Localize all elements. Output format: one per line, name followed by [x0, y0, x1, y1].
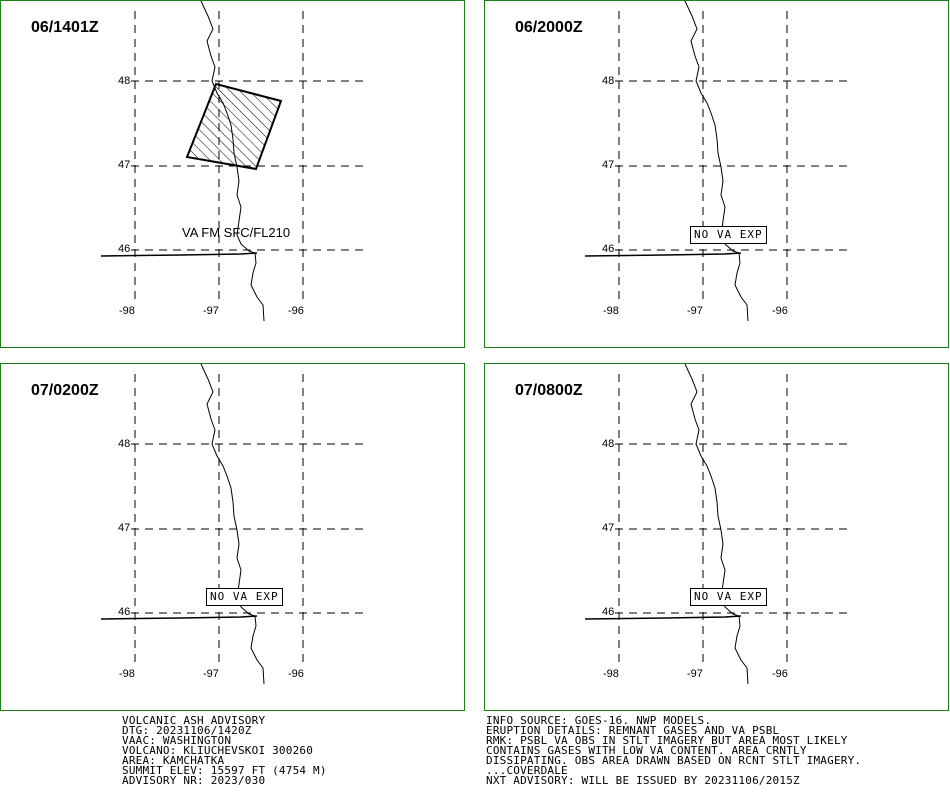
- panel-title: 07/0800Z: [515, 382, 583, 399]
- ash-area-polygon: [187, 84, 281, 169]
- remarks-line: INFO SOURCE: GOES-16. NWP MODELS.: [486, 714, 712, 727]
- lon-tick-98: -98: [603, 305, 619, 317]
- advisory-line: VOLCANIC ASH ADVISORY: [122, 714, 266, 727]
- lat-tick-48: 48: [118, 438, 131, 450]
- remarks-line: ...COVERDALE: [486, 764, 568, 777]
- lat-tick-48: 48: [602, 438, 615, 450]
- map-canvas-3: [1, 364, 465, 711]
- remarks-line: NXT ADVISORY: WILL BE ISSUED BY 20231106/2015Z: [486, 774, 800, 787]
- advisory-header-block: [122, 716, 327, 786]
- advisory-line: DTG: 20231106/1420Z: [122, 724, 252, 737]
- ash-polygon: [187, 84, 281, 169]
- graticule: [131, 374, 366, 664]
- lon-tick-97: -97: [203, 668, 219, 680]
- lat-tick-47: 47: [602, 159, 615, 171]
- lat-tick-48: 48: [602, 75, 615, 87]
- map-panel-4: [484, 363, 949, 711]
- map-panel-1: [0, 0, 465, 348]
- remarks-line: DISSIPATING. OBS AREA DRAWN BASED ON RCNT STLT IMAGERY.: [486, 754, 862, 767]
- lon-tick-96: -96: [288, 305, 304, 317]
- graticule: [615, 374, 850, 664]
- no-va-expected-label: NO VA EXP: [690, 588, 767, 606]
- coastline-path: [201, 364, 264, 684]
- lat-tick-46: 46: [602, 243, 615, 255]
- panel-title: 06/2000Z: [515, 19, 583, 36]
- advisory-line: VAAC: WASHINGTON: [122, 734, 232, 747]
- lon-tick-96: -96: [772, 305, 788, 317]
- lat-tick-47: 47: [118, 522, 131, 534]
- lon-tick-98: -98: [119, 305, 135, 317]
- panel-title: 07/0200Z: [31, 382, 99, 399]
- advisory-line: VOLCANO: KLIUCHEVSKOI 300260: [122, 744, 314, 757]
- map-canvas-1: [1, 1, 465, 348]
- map-canvas-4: [485, 364, 949, 711]
- lon-tick-97: -97: [203, 305, 219, 317]
- lat-tick-46: 46: [118, 606, 131, 618]
- coastline-path: [685, 364, 748, 684]
- lon-tick-97: -97: [687, 668, 703, 680]
- no-va-expected-label: NO VA EXP: [690, 226, 767, 244]
- panel-title: 06/1401Z: [31, 19, 99, 36]
- map-panel-2: [484, 0, 949, 348]
- lat-tick-47: 47: [602, 522, 615, 534]
- va-level-label: VA FM SFC/FL210: [182, 225, 291, 240]
- lon-tick-98: -98: [603, 668, 619, 680]
- remarks-line: RMK: PSBL VA OBS IN STLT IMAGERY BUT AREA MOST LIKELY: [486, 734, 848, 747]
- lat-tick-48: 48: [118, 75, 131, 87]
- lon-tick-97: -97: [687, 305, 703, 317]
- no-va-expected-label: NO VA EXP: [206, 588, 283, 606]
- remarks-line: ERUPTION DETAILS: REMNANT GASES AND VA PSBL: [486, 724, 780, 737]
- graticule: [615, 11, 850, 301]
- advisory-remarks-block: [486, 716, 861, 786]
- map-canvas-2: [485, 1, 949, 348]
- advisory-line: AREA: KAMCHATKA: [122, 754, 225, 767]
- map-panel-3: [0, 363, 465, 711]
- lon-tick-96: -96: [772, 668, 788, 680]
- remarks-line: CONTAINS GASES WITH LOW VA CONTENT. AREA CRNTLY: [486, 744, 807, 757]
- lat-tick-46: 46: [602, 606, 615, 618]
- lat-tick-46: 46: [118, 243, 131, 255]
- coastline-path: [685, 1, 748, 321]
- advisory-line: SUMMIT ELEV: 15597 FT (4754 M): [122, 764, 327, 777]
- advisory-line: ADVISORY NR: 2023/030: [122, 774, 266, 787]
- lat-tick-47: 47: [118, 159, 131, 171]
- lon-tick-98: -98: [119, 668, 135, 680]
- lon-tick-96: -96: [288, 668, 304, 680]
